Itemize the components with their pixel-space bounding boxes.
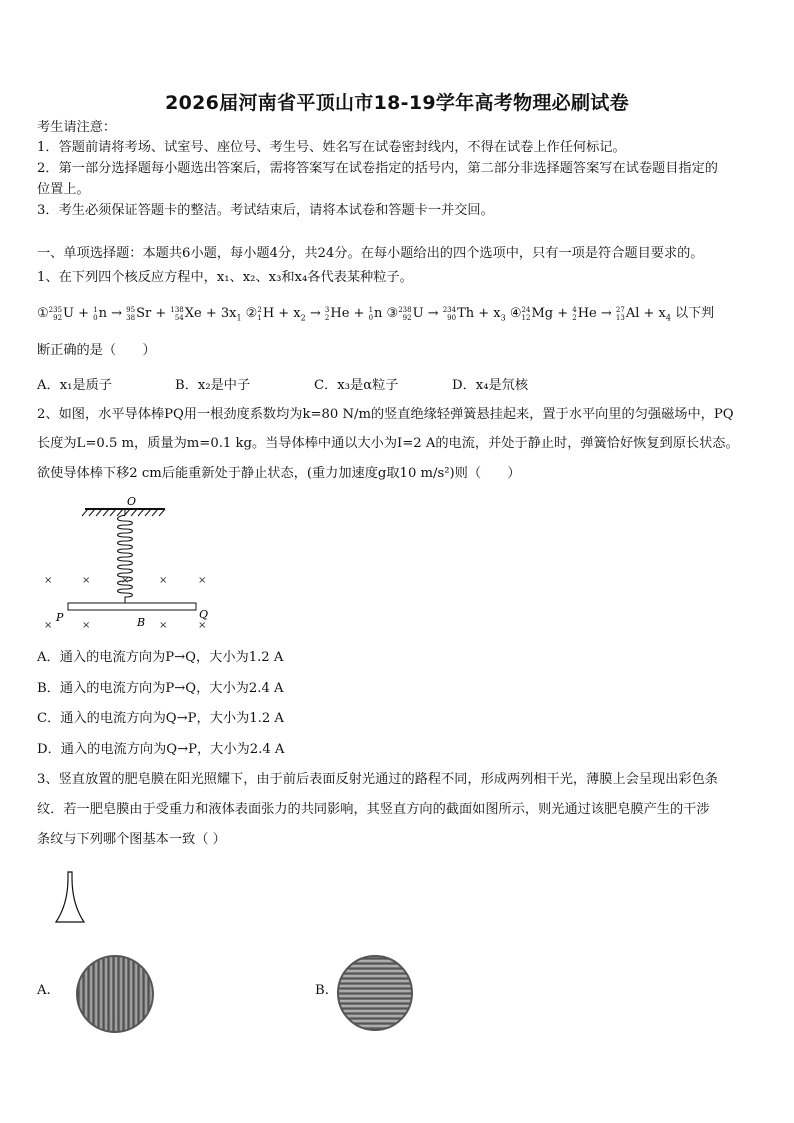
q2-option-b[interactable]: B．通入的电流方向为P→Q，大小为2.4 A xyxy=(37,681,284,696)
q2-option-c[interactable]: C．通入的电流方向为Q→P，大小为1.2 A xyxy=(37,711,284,726)
svg-text:×: × xyxy=(44,620,53,631)
notice-item: 3．考生必须保证答题卡的整洁。考试结束后，请将本试卷和答题卡一并交回。 xyxy=(37,203,494,218)
label-q: Q xyxy=(199,608,209,621)
q2-stem: 欲使导体棒下移2 cm后能重新处于静止状态，(重力加速度g取10 m/s²)则（ ） xyxy=(37,466,521,481)
notice-item: 1．答题前请将考场、试室号、座位号、考生号、姓名写在试卷密封线内，不得在试卷上作任何标记。 xyxy=(37,140,626,155)
label-b: B xyxy=(137,616,146,629)
svg-text:×: × xyxy=(198,620,207,631)
q2-stem: 长度为L=0.5 m，质量为m=0.1 kg。当导体棒中通以大小为I=2 A的电流，并处于静止时，弹簧恰好恢复到原长状态。 xyxy=(37,436,739,451)
q3-stem: 条纹与下列哪个图基本一致（ ） xyxy=(37,832,226,847)
q1-option-c[interactable]: C．x₃是α粒子 xyxy=(314,378,399,393)
q1-option-a[interactable]: A．x₁是质子 xyxy=(37,378,112,393)
q1-equations: ① 235 92 U + 1 0 n → 95 38 Sr + 138 54 $Xe + 3x_1$ ② 2 1 $H + x_2$ → 3 2 He + 1 0 n ③ 238 92 U → 234 90 $Th + x_3$ ④ 24 12 Mg + 4 2 He → 27 13 $Al + x_4$ 以下判 xyxy=(37,305,715,323)
notice-heading: 考生请注意： xyxy=(37,120,117,135)
q3-option-a-label[interactable]: A. xyxy=(37,983,51,998)
conductor-rod xyxy=(68,603,196,610)
q2-stem: 2、如图，水平导体棒PQ用一根劲度系数均为k=80 N/m的竖直绝缘轻弹簧悬挂起来，置于水平向里的匀强磁场中，PQ xyxy=(37,407,734,422)
svg-text:×: × xyxy=(198,575,207,586)
fig-top-label: O xyxy=(127,495,137,508)
spring xyxy=(118,509,133,603)
q3-stem: 纹．若一肥皂膜由于受重力和液体表面张力的共同影响，其竖直方向的截面如图所示，则光通过该肥皂膜产生的干涉 xyxy=(37,802,710,817)
q3-option-b-label[interactable]: B. xyxy=(315,983,329,998)
soap-film-section xyxy=(54,870,86,930)
q1-stem: 1、在下列四个核反应方程中，x₁、x₂、x₃和x₄各代表某种粒子。 xyxy=(37,270,413,285)
option-b-fringe-image[interactable] xyxy=(337,955,413,1031)
q3-stem: 3、竖直放置的肥皂膜在阳光照耀下，由于前后表面反射光通过的路程不同，形成两列相干光，薄膜上会呈现出彩色条 xyxy=(37,772,718,787)
section-heading: 一、单项选择题：本题共6小题，每小题4分，共24分。在每小题给出的四个选项中，只有一项是符合题目要求的。 xyxy=(37,246,704,261)
q2-option-d[interactable]: D．通入的电流方向为Q→P，大小为2.4 A xyxy=(37,742,285,757)
svg-text:×: × xyxy=(82,575,91,586)
notice-item: 2．第一部分选择题每小题选出答案后，需将答案写在试卷指定的括号内，第二部分非选择题答案写在试卷题目指定的 xyxy=(37,161,718,176)
label-p: P xyxy=(56,611,64,624)
option-a-fringe-image[interactable] xyxy=(76,955,154,1033)
q1-continuation: 断正确的是（ ） xyxy=(37,343,156,358)
q2-option-a[interactable]: A．通入的电流方向为P→Q，大小为1.2 A xyxy=(37,650,284,665)
notice-item: 位置上。 xyxy=(37,182,90,197)
page-title: 2026届河南省平顶山市18-19学年高考物理必刷试卷 xyxy=(165,92,629,114)
svg-text:×: × xyxy=(159,620,168,631)
q1-option-b[interactable]: B．x₂是中子 xyxy=(175,378,251,393)
svg-text:×: × xyxy=(121,575,130,586)
svg-text:×: × xyxy=(159,575,168,586)
q1-option-d[interactable]: D．x₄是氘核 xyxy=(452,378,529,393)
q2-figure xyxy=(40,495,220,635)
q1-tail: 以下判 xyxy=(675,306,715,321)
svg-text:×: × xyxy=(44,575,53,586)
svg-text:×: × xyxy=(82,620,91,631)
